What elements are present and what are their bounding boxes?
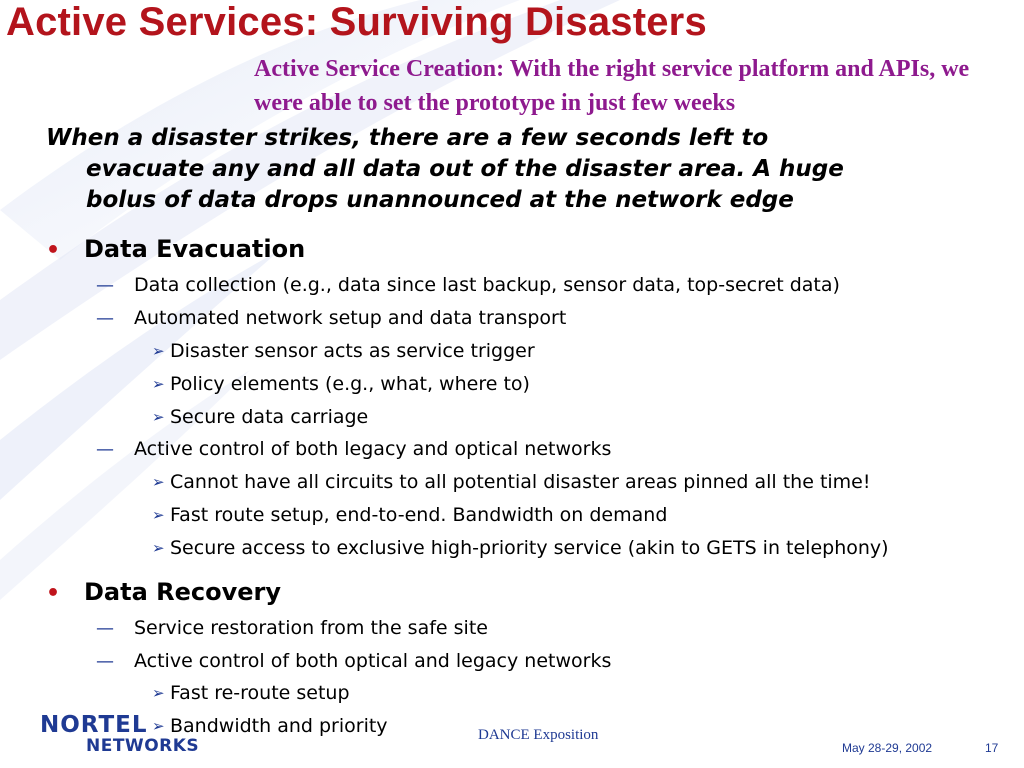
bullet-item-level3 [152,469,871,496]
arrow-bullet-icon: ➢ [152,506,165,524]
dash-icon: — [96,275,114,296]
bullet-text: Cannot have all circuits to all potential disaster areas pinned all the time! [170,471,871,493]
arrow-bullet-icon: ➢ [152,684,165,702]
arrow-bullet-icon: ➢ [152,375,165,393]
dash-icon: — [96,651,114,672]
intro-paragraph [46,123,946,216]
bullet-item-level1 [46,577,281,609]
bullet-item-level3 [152,404,368,431]
intro-line: evacuate any and all data out of the disaster area. A huge [86,156,844,182]
bullet-dot-icon: • [46,581,61,606]
bullet-item-level3 [152,338,535,365]
bullet-text: Fast re-route setup [170,682,350,704]
bullet-text: Automated network setup and data transport [134,307,567,329]
bullet-text: Active control of both optical and legacy networks [134,650,612,672]
arrow-bullet-icon: ➢ [152,342,165,360]
bullet-text: Service restoration from the safe site [134,617,488,639]
bullet-text: Bandwidth and priority [170,715,388,737]
intro-line: bolus of data drops unannounced at the network edge [86,187,794,213]
bullet-item-level1 [46,234,305,266]
bullet-text: Data Recovery [84,578,282,606]
bullet-item-level2 [96,272,840,299]
bullet-text: Fast route setup, end-to-end. Bandwidth on demand [170,504,668,526]
bullet-text: Data Evacuation [84,235,306,263]
bullet-item-level3 [152,502,667,529]
arrow-bullet-icon: ➢ [152,539,165,557]
bullet-item-level3 [152,680,350,707]
bullet-item-level3 [152,713,388,740]
footer-date: May 28-29, 2002 [842,741,933,755]
slide-title: Active Services: Surviving Disasters [6,0,707,44]
arrow-bullet-icon: ➢ [152,473,165,491]
dash-icon: — [96,308,114,329]
bullet-item-level2 [96,305,566,332]
bullet-item-level2 [96,648,611,675]
bullet-item-level2 [96,436,611,463]
arrow-bullet-icon: ➢ [152,408,165,426]
bullet-text: Secure access to exclusive high-priority service (akin to GETS in telephony) [170,537,889,559]
dash-icon: — [96,618,114,639]
bullet-item-level3 [152,371,530,398]
slide-subtitle: Active Service Creation: With the right service platform and APIs, we were able to set the prototype in just few weeks [254,56,970,116]
arrow-bullet-icon: ➢ [152,717,165,735]
bullet-text: Active control of both legacy and optical networks [134,438,612,460]
bullet-dot-icon: • [46,238,61,263]
dash-icon: — [96,439,114,460]
bullet-text: Data collection (e.g., data since last backup, sensor data, top-secret data) [134,274,840,296]
bullet-text: Secure data carriage [170,406,369,428]
footer-page-number: 17 [985,741,999,755]
bullet-text: Policy elements (e.g., what, where to) [170,373,530,395]
bullet-text: Disaster sensor acts as service trigger [170,340,535,362]
bullet-item-level3 [152,535,889,562]
bullet-item-level2 [96,615,488,642]
logo-word-nortel: NORTEL [40,712,148,738]
logo-word-networks: NETWORKS [86,736,200,756]
intro-line: When a disaster strikes, there are a few seconds left to [46,125,769,151]
footer-event-name: DANCE Exposition [478,727,599,743]
